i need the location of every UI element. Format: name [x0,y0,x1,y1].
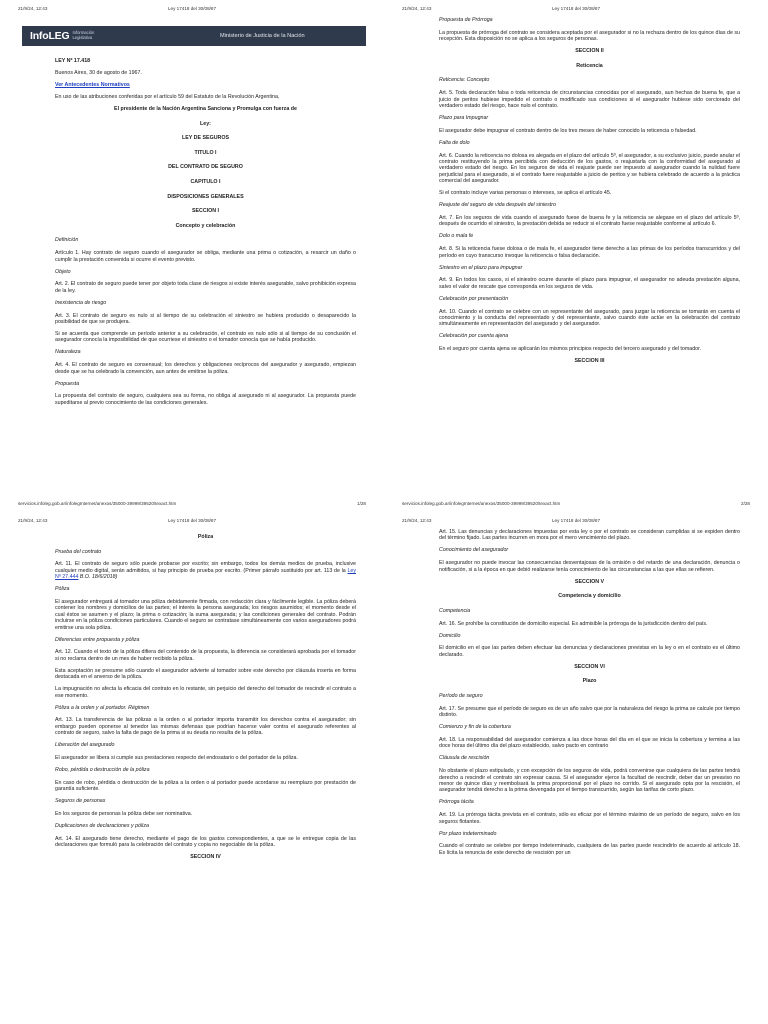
article-paragraph: Art. 13. La transferencia de las pólizas a la orden o al portador importa transmitir los derechos contra el asegurador; sin embargo pueden oponerse al tenedor las mismas defensas que podrían hacerse valer contra el asegurado referentes al contrato de seguro, salvo la falta de pago de la prima si su deuda no resulta de la póliza. [55,717,356,737]
article-paragraph: Art. 7. En los seguros de vida cuando el asegurado fuese de buena fe y la reticencia se alegase en el plazo del artículo 5º, después de ocurrido el siniestro, la prestación debida se reducir si el contrato fuese reajustable conforme al artículo 6. [439,215,740,228]
article-paragraph: Art. 3. El contrato de seguro es nulo si al tiempo de su celebración el siniestro se hubiera producido o desaparecido la posibilidad de que se produjera. [55,312,356,325]
article-paragraph: Art. 15. Las denuncias y declaraciones impuestas por esta ley o por el contrato se consideran cumplidas si se expiden dentro del término fijado. Las partes incurren en mora por el mero vencimiento del plazo. [439,529,740,542]
print-title: Ley 17418 del 30/08/67 [551,6,601,11]
article-paragraph: Si se acuerda que comprende un período anterior a su celebración, el contrato es nulo sólo si al tiempo de su conclusión el asegurador conocía la imposibilidad de que ocurriese el siniestro o el tomador conocía que se había producido. [55,330,356,344]
logo-main-text: InfoLEG [30,30,70,42]
subheading: Por plazo indeterminado [439,830,497,837]
seccion-heading: SECCION I [191,208,220,215]
seccion-heading: SECCION V [574,578,605,585]
article-paragraph: En los seguros de personas la póliza debe ser nominativa. [55,811,193,818]
page-2 [384,0,768,512]
article-paragraph: Art. 6. Cuando la reticencia no dolosa es alegada en el plazo del artículo 5º, el asegurador, a su exclusivo juicio, puede anular el contrato restituyendo la prima percibida con deducción de los gastos, o reajustarla con la conformidad del asegurado al verdadero estado del riesgo. En los seguros de vida el reajuste puede ser impuesto al asegurador cuando la nulidad fuere perjudicial para el asegurado, si el contrato fuere reajustable a juicio de peritos y se hubiera celebrado de acuerdo a la práctica comercial del asegurador. [439,152,740,185]
subheading: Falta de dolo [439,139,470,146]
article-paragraph [55,561,356,580]
ministry-name: Ministerio de Justicia de la Nación [220,33,305,39]
preamble: En uso de las atribuciones conferidas por el artículo 59 del Estatuto de la Revolución Argentina, [55,94,280,100]
article-paragraph: Art. 18. La responsabilidad del asegurador comienza a las doce horas del día en el que se inicia la cobertura y termina a las doce horas del último día del plazo establecido, salvo pacto en contrario [439,736,740,750]
print-footer [18,501,366,509]
subheading: Robo, pérdida o destrucción de la póliza [55,767,150,774]
ley-label: Ley: [200,120,211,127]
page-3-body [55,534,356,869]
ley-title: LEY DE SEGUROS [182,135,229,142]
subheading: Prueba del contrato [55,548,102,555]
article-paragraph: Art. 5. Toda declaración falsa o toda reticencia de circunstancias conocidas por el asegurado, aun hechas de buena fe, que a juicio de peritos hubiese impedido el contrato o modificado sus condiciones si el asegurador hubiese sido cerciorado del verdadero estado del riesgo, hace nulo el contrato. [439,90,740,109]
subheading: Período de seguro [439,692,483,699]
sanction-text: El presidente de la Nación Argentina Sanciona y Promulga con fuerza de [114,106,297,112]
seccion-heading: SECCION II [575,48,604,55]
subheading: Reticencia: Concepto [439,77,490,84]
subheading: Propuesta de Prórroga [439,17,493,23]
subheading: Póliza a la orden y al portador. Régimen [55,704,150,711]
article-paragraph: Esta aceptación se presume sólo cuando el asegurador advierte al tomador sobre este derecho por cláusula inserta en forma destacada en el anverso de la póliza. [55,667,356,681]
seccion-heading: SECCION IV [190,854,221,861]
seccion-name: Concepto y celebración [175,222,236,229]
law-number: LEY Nº 17.418 [55,58,91,64]
subheading: Siniestro en el plazo para impugnar [439,264,523,271]
article-paragraph: Art. 9. En todos los casos, si el siniestro ocurre durante el plazo para impugnar, el asegurador no adeuda prestación alguna, salvo el valor de rescate que corresponda en los seguros de vida. [439,277,740,290]
print-header [18,518,366,526]
subheading: Celebración por cuenta ajena [439,333,509,340]
page-1-body [55,58,356,412]
capitulo-heading: CAPITULO I [190,178,221,185]
antecedents-link[interactable]: Ver Antecedentes Normativos [55,82,130,88]
poliza-title: Póliza [197,534,214,540]
article-paragraph: Art. 14. El asegurado tiene derecho, mediante el pago de los gastos correspondientes, a que se le entregue copia de las declaraciones que formuló para la celebración del contrato y copia no negociable de la póliza. [55,835,356,849]
print-date: 21/9/24, 12:43 [18,6,48,11]
seccion-name: Competencia y domicilio [558,593,621,600]
capitulo-name: DISPOSICIONES GENERALES [167,193,244,200]
print-header [402,6,750,14]
print-date: 21/9/24, 12:43 [402,518,432,523]
article-paragraph: Artículo 1. Hay contrato de seguro cuando el asegurador se obliga, mediante una prima o cotización, a resarcir un daño o cumplir la prestación convenida si ocurre el evento previsto. [55,250,356,263]
article-paragraph: Art. 12. Cuando el texto de la póliza difiera del contenido de la propuesta, la diferencia se considerará aprobada por el tomador si no reclama dentro de un mes de haber recibido la póliza. [55,649,356,662]
page-1 [0,0,384,512]
subheading: Seguros de personas [55,798,106,805]
article-paragraph: Cuando el contrato se celebre por tiempo indeterminado, cualquiera de las partes puede rescindirlo de acuerdo al artículo 18. Es lícita la renuncia de este derecho de rescisión por un [439,843,740,856]
page-4 [384,512,768,1024]
article-paragraph: En el seguro por cuenta ajena se aplicarán los mismos principios respecto del tercero asegurado y del tomador. [439,346,702,353]
print-url: servicios.infoleg.gob.ar/infolegInternet/anexos/35000-39999/39520/texact.htm [18,501,177,506]
subheading: Inexistencia de riesgo [55,299,107,306]
print-title: Ley 17418 del 30/08/67 [551,518,601,523]
article-paragraph: El asegurador se libera si cumple sus prestaciones respecto del endosatario o del portador de la póliza. [55,755,298,762]
art11-suffix: B.O. 18/6/2018) [78,574,118,581]
seccion-heading: SECCION VI [574,663,605,670]
article-paragraph: El asegurador no puede invocar las consecuencias desventajosas de la omisión o del retardo de una declaración, denuncia o notificación, si a la época en que debió realizarse tenía conocimiento de las circunstancias a las que ellas se refieren. [439,560,740,573]
article-paragraph: Art. 17. Se presume que el período de seguro es de un año salvo que por la naturaleza del riesgo la prima se calcule por tiempo distinto. [439,705,740,719]
print-url: servicios.infoleg.gob.ar/infolegInternet/anexos/35000-39999/39520/texact.htm [402,501,561,506]
subheading: Celebración por presentación [439,295,509,302]
subheading: Objeto [55,268,71,275]
print-date: 21/9/24, 12:43 [18,518,48,523]
print-footer [402,501,750,509]
page-number: 2/28 [741,501,750,506]
ley-27444-link[interactable]: Ley Nº 27.444 [55,567,356,581]
subheading: Propuesta [55,380,80,387]
article-paragraph: La impugnación no afecta la eficacia del contrato en lo restante, sin perjuicio del derecho del tomador de rescindir el contrato a ese momento. [55,686,356,699]
subheading: Póliza [55,586,70,593]
article-paragraph: Art. 19. La prórroga tácita prevista en el contrato, sólo es eficaz por el término máximo de un período de seguro, salvo en los seguros flotantes. [439,812,740,825]
page-3 [0,512,384,1024]
page-4-body [439,529,740,862]
article-paragraph: El domicilio en el que las partes deben efectuar las denuncias y declaraciones previstas en la ley o en el contrato es el último declarado. [439,645,740,658]
article-paragraph: No obstante el plazo estipulado, y con excepción de los seguros de vida, podrá convenirse que cualquiera de las partes tendrá derecho a rescindir el contrato sin expresar causa. Si el asegurador ejerce la facultad de rescindir, deber dar un preaviso no menor de quince días y reembolsará la prima proporcional por el plazo no corrido. Si el asegurado opta por la rescisión, el asegurador tendrá derecho a la prima devengada por el tiempo transcurrido, según las tarifas de corto plazo. [439,768,740,794]
print-title: Ley 17418 del 30/08/67 [167,518,217,523]
seccion-name: Plazo [582,678,597,685]
subheading: Comienzo y fin de la cobertura [439,724,511,731]
page-number: 1/28 [357,501,366,506]
infoleg-logo [22,30,106,42]
print-date: 21/9/24, 12:43 [402,6,432,11]
titulo-name: DEL CONTRATO DE SEGURO [168,164,243,171]
subheading: Prórroga tácita [439,799,474,806]
subheading: Plazo para Impugnar [439,115,489,121]
article-paragraph: Art. 8. Si la reticencia fuese dolosa o de mala fe, el asegurador tiene derecho a las primas de los períodos transcurridos y del período en cuyo transcurso invoque la reticencia o falsa declaración. [439,246,740,259]
seccion-name: Reticencia [576,62,603,69]
page-2-body [439,17,740,373]
article-paragraph: Art. 16. Se prohíbe la constitución de domicilio especial. Es admisible la prórroga de la jurisdicción dentro del país. [439,620,708,627]
subheading: Liberación del asegurado [55,742,115,749]
subheading: Duplicaciones de declaraciones y póliza [55,823,149,830]
subheading: Naturaleza [55,349,81,356]
subheading: Reajuste del seguro de vida después del siniestro [439,202,556,209]
place-date: Buenos Aires, 30 de agosto de 1967. [55,70,142,76]
subheading: Dolo o mala fe [439,233,474,240]
art11-text: Art. 11. El contrato de seguro sólo puede probarse por escrito; sin embargo, todos los demás medios de prueba, inclusive cualquier medio digital, serán admitidos, si hay principio de prueba por escrito. (Primer párrafo sustituido por art. 113 de la [55,561,356,574]
print-header [18,6,366,14]
article-paragraph: En caso de robo, pérdida o destrucción de la póliza a la orden o al portador puede acordarse su reemplazo por prestación de garantía suficiente. [55,779,356,793]
article-paragraph: Art. 4. El contrato de seguro es consensual; los derechos y obligaciones recíprocos del asegurador y asegurado, empiezan desde que se ha celebrado la convención, aun antes de emitirse la póliza. [55,362,356,375]
print-header [402,518,750,526]
infoleg-banner [22,26,366,46]
article-paragraph: El asegurador debe impugnar el contrato dentro de los tres meses de haber conocido la reticencia o falsedad. [439,127,697,134]
subheading: Cláusula de rescisión [439,755,490,762]
article-paragraph: Art. 2. El contrato de seguro puede tener por objeto toda clase de riesgos si existe interés asegurable, salvo prohibición expresa de la ley. [55,281,356,294]
article-paragraph: La propuesta del contrato de seguro, cualquiera sea su forma, no obliga al asegurado ni al asegurador. La propuesta puede supeditarse al previo conocimiento de las condiciones generales. [55,393,356,406]
subheading: Competencia [439,607,471,614]
article-paragraph: Art. 10. Cuando el contrato se celebre con un representante del asegurado, para juzgar la reticencia se tomarán en cuenta el conocimiento y la conducta del representado y del representante, salvo cuando éste actúe en la celebración del contrato simultáneamente en representación del asegurado y del asegurador. [439,308,740,328]
article-paragraph: La propuesta de prórroga del contrato se considera aceptada por el asegurador si no la rechaza dentro de los quince días de su recepción. Esta disposición no se aplica a los seguros de personas. [439,29,740,43]
article-paragraph: El asegurador entregará al tomador una póliza debidamente firmada, con redacción clara y fácilmente legible. La póliza deberá contener los nombres y domicilios de las partes; el interés la persona asegurada; los riesgos asumidos; el momento desde el cual éstos se asumen y el plazo; la prima o cotización; la suma asegurada; y las condiciones generales del contrato. Podrán incluirse en la póliza condiciones particulares. Cuando el seguro se contratase simultáneamente con varios aseguradores podrá emitirse una sola póliza. [55,599,356,631]
subheading: Definición [55,237,79,244]
titulo-heading: TITULO I [194,149,217,156]
print-title: Ley 17418 del 30/08/67 [167,6,217,11]
subheading: Domicilio [439,632,461,639]
logo-sub-text: Información Legislativa [72,30,95,40]
subheading: Diferencias entre propuesta y póliza [55,636,140,643]
seccion-heading: SECCION III [574,358,605,365]
article-paragraph: Si el contrato incluye varias personas o intereses, se aplica el artículo 45. [439,190,612,197]
subheading: Conocimiento del asegurador [439,547,509,554]
